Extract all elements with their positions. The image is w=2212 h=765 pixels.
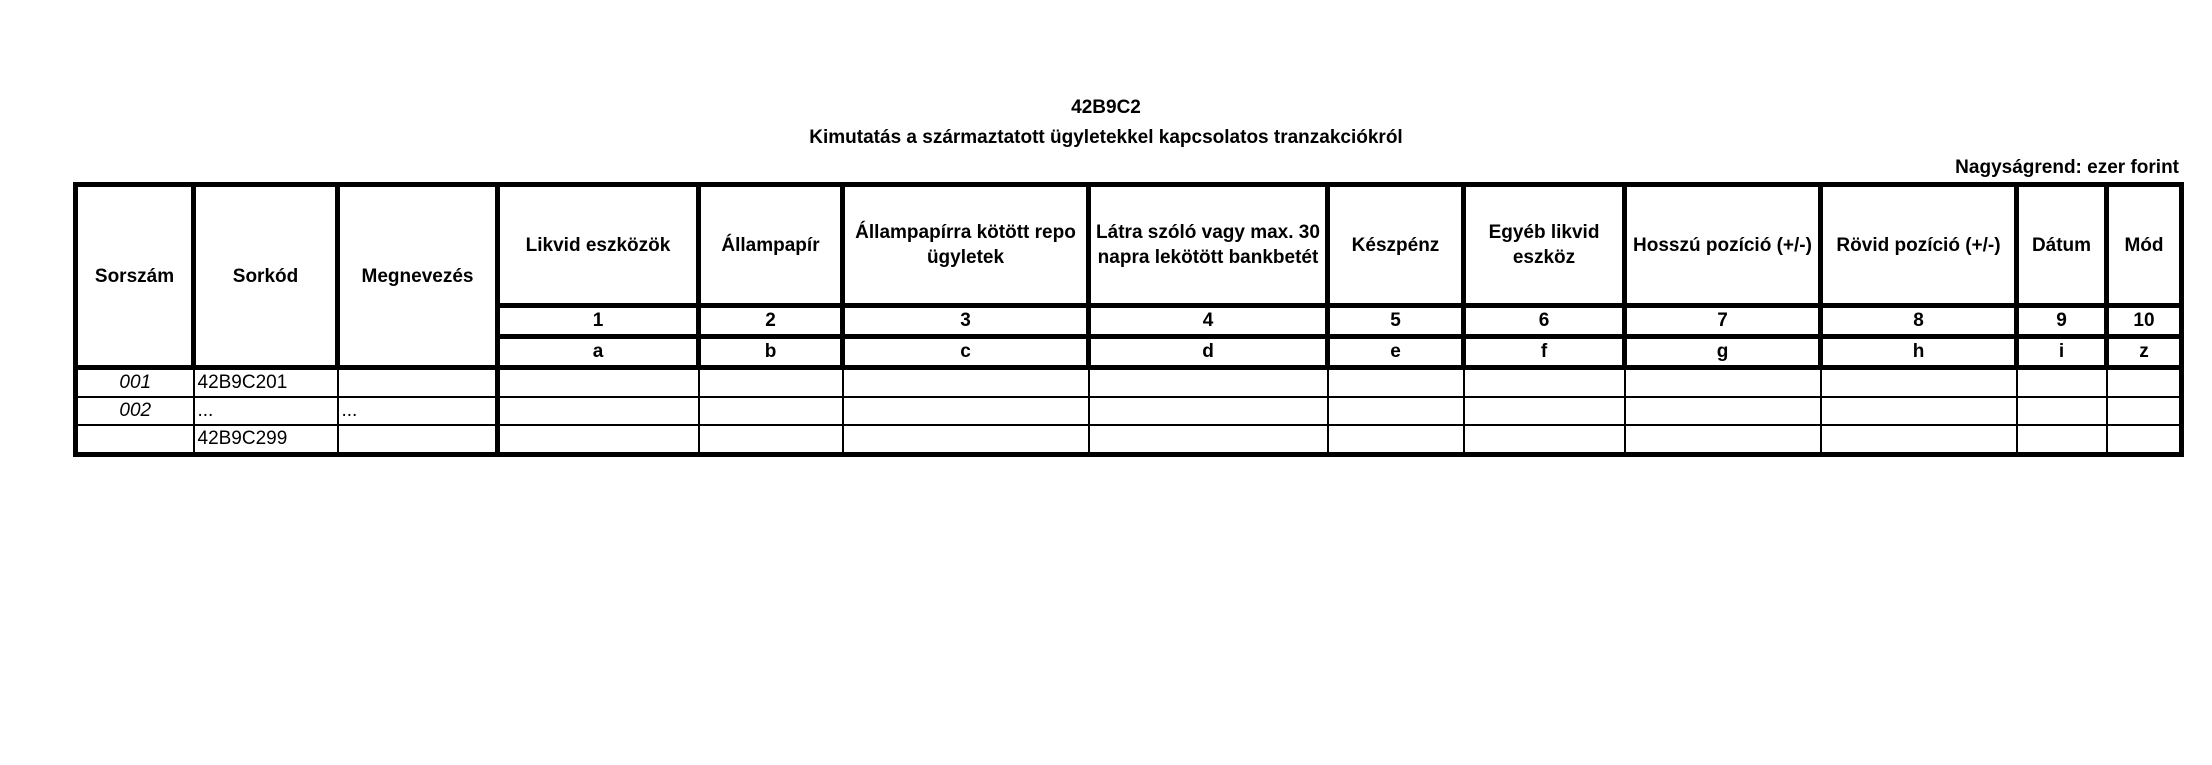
page-title: Kimutatás a származtatott ügyletekkel kapcsolatos tranzakciókról bbox=[809, 127, 1403, 148]
data-cell[interactable] bbox=[1625, 425, 1821, 455]
header-sorkod: Sorkód bbox=[194, 185, 338, 368]
header-col-8: Rövid pozíció (+/-) bbox=[1821, 185, 2017, 306]
data-cell[interactable] bbox=[1464, 425, 1625, 455]
unit-label: Nagyságrend: ezer forint bbox=[1955, 157, 2179, 178]
header-col-5: Készpénz bbox=[1328, 185, 1464, 306]
data-cell[interactable] bbox=[1089, 368, 1328, 398]
data-cell[interactable] bbox=[2107, 397, 2182, 425]
form-code: 42B9C2 bbox=[1071, 97, 1141, 118]
row-megnevezes bbox=[338, 425, 498, 455]
header-col-4: Látra szóló vagy max. 30 napra lekötött bankbetét bbox=[1089, 185, 1328, 306]
col-number-2: 2 bbox=[699, 306, 843, 337]
data-cell[interactable] bbox=[1464, 368, 1625, 398]
col-number-10: 10 bbox=[2107, 306, 2182, 337]
header-megnevezes: Megnevezés bbox=[338, 185, 498, 368]
col-number-3: 3 bbox=[843, 306, 1089, 337]
header-col-1: Likvid eszközök bbox=[498, 185, 699, 306]
data-cell[interactable] bbox=[2017, 397, 2107, 425]
data-cell[interactable] bbox=[699, 368, 843, 398]
data-cell[interactable] bbox=[498, 397, 699, 425]
col-letter-8: h bbox=[1821, 337, 2017, 368]
row-sorszam bbox=[76, 425, 194, 455]
row-sorszam: 002 bbox=[76, 397, 194, 425]
data-cell[interactable] bbox=[1821, 397, 2017, 425]
col-number-1: 1 bbox=[498, 306, 699, 337]
table-row bbox=[76, 425, 2182, 455]
data-cell[interactable] bbox=[1464, 397, 1625, 425]
data-cell[interactable] bbox=[699, 397, 843, 425]
report-table bbox=[73, 182, 2184, 457]
col-number-7: 7 bbox=[1625, 306, 1821, 337]
table-row bbox=[76, 397, 2182, 425]
row-megnevezes bbox=[338, 368, 498, 398]
row-sorkod: 42B9C299 bbox=[194, 425, 338, 455]
data-cell[interactable] bbox=[1625, 368, 1821, 398]
col-number-9: 9 bbox=[2017, 306, 2107, 337]
col-letter-7: g bbox=[1625, 337, 1821, 368]
data-cell[interactable] bbox=[498, 425, 699, 455]
col-letter-9: i bbox=[2017, 337, 2107, 368]
data-cell[interactable] bbox=[1089, 397, 1328, 425]
col-letter-5: e bbox=[1328, 337, 1464, 368]
data-cell[interactable] bbox=[699, 425, 843, 455]
col-letter-1: a bbox=[498, 337, 699, 368]
data-cell[interactable] bbox=[1328, 397, 1464, 425]
col-letter-6: f bbox=[1464, 337, 1625, 368]
col-letter-4: d bbox=[1089, 337, 1328, 368]
data-cell[interactable] bbox=[2107, 425, 2182, 455]
row-megnevezes: ... bbox=[338, 397, 498, 425]
data-cell[interactable] bbox=[1328, 425, 1464, 455]
data-cell[interactable] bbox=[1089, 425, 1328, 455]
col-number-5: 5 bbox=[1328, 306, 1464, 337]
header-row bbox=[76, 185, 2182, 306]
header-col-6: Egyéb likvid eszköz bbox=[1464, 185, 1625, 306]
header-col-7: Hosszú pozíció (+/-) bbox=[1625, 185, 1821, 306]
col-letter-3: c bbox=[843, 337, 1089, 368]
col-letter-10: z bbox=[2107, 337, 2182, 368]
row-sorszam: 001 bbox=[76, 368, 194, 398]
data-cell[interactable] bbox=[843, 397, 1089, 425]
data-cell[interactable] bbox=[1328, 368, 1464, 398]
data-cell[interactable] bbox=[2017, 425, 2107, 455]
row-sorkod: 42B9C201 bbox=[194, 368, 338, 398]
data-cell[interactable] bbox=[1821, 368, 2017, 398]
data-cell[interactable] bbox=[2017, 368, 2107, 398]
col-number-6: 6 bbox=[1464, 306, 1625, 337]
data-cell[interactable] bbox=[843, 425, 1089, 455]
data-cell[interactable] bbox=[1625, 397, 1821, 425]
col-number-8: 8 bbox=[1821, 306, 2017, 337]
data-cell[interactable] bbox=[1821, 425, 2017, 455]
header-col-9: Dátum bbox=[2017, 185, 2107, 306]
header-col-3: Állampapírra kötött repo ügyletek bbox=[843, 185, 1089, 306]
data-cell[interactable] bbox=[498, 368, 699, 398]
table-row bbox=[76, 368, 2182, 398]
header-col-2: Állampapír bbox=[699, 185, 843, 306]
data-cell[interactable] bbox=[843, 368, 1089, 398]
row-sorkod: ... bbox=[194, 397, 338, 425]
col-number-4: 4 bbox=[1089, 306, 1328, 337]
data-cell[interactable] bbox=[2107, 368, 2182, 398]
header-col-10: Mód bbox=[2107, 185, 2182, 306]
col-letter-2: b bbox=[699, 337, 843, 368]
header-sorszam: Sorszám bbox=[76, 185, 194, 368]
